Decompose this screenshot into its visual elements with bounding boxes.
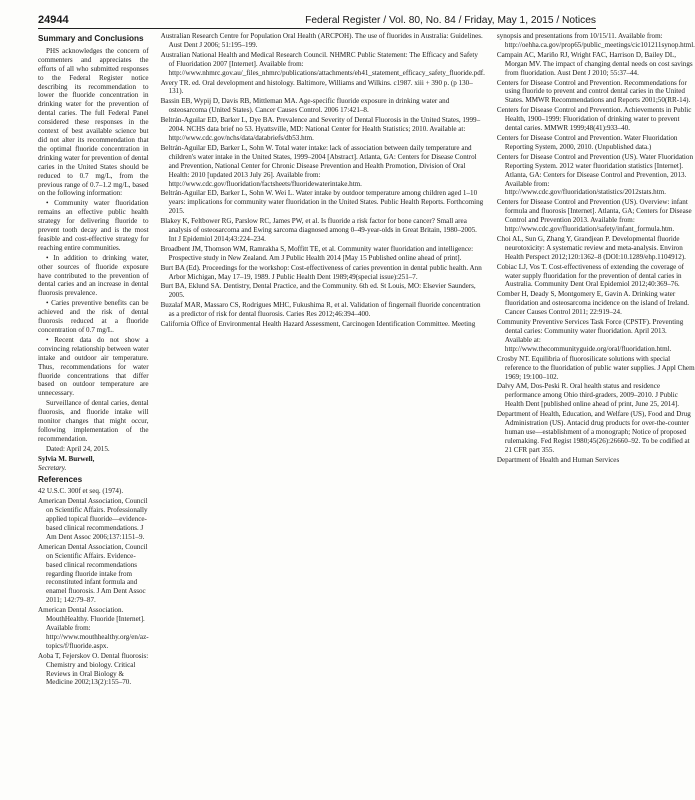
column-1 <box>38 32 149 796</box>
reference-item: 42 U.S.C. 300f et seq. (1974). <box>38 487 124 496</box>
text-columns <box>38 32 695 796</box>
bullet-item: • In addition to drinking water, other sources of fluoride exposure have contributed to the prevention of dental caries and an increase in dental fluorosis prevalence. <box>38 253 149 298</box>
reference-item: American Dental Association, Council on Scientific Affairs. Professionally applied topical fluoride—evidence-based clinical recommendations. J Am Dent Assoc 2006;137:1151–9. <box>38 497 148 541</box>
reference-item: Campain AC, Mariño RJ, Wright FAC, Harrison D, Bailey DL, Morgan MV. The impact of changing dental needs on cost savings from fluoridation. Aust Dent J 2010; 55:37–44. <box>496 50 693 77</box>
reference-item: Avery TR. ed. Oral development and histology. Baltimore, Williams and Wilkins. c1987. xiii + 390 p. (p 130–131). <box>160 78 473 96</box>
bullet-item: • Caries preventive benefits can be achieved and the risk of dental fluorosis reduced at a fluoride concentration of 0.7 mg/L. <box>38 299 149 334</box>
bullet-item: • Community water fluoridation remains an effective public health strategy for delivering fluoride to prevent tooth decay and is the most feasible and cost-effective strategy for reaching entire communities. <box>38 199 149 252</box>
reference-item: California Office of Environmental Health Hazard Assessment, Carcinogen Identification Committee. Meeting <box>160 320 476 329</box>
column-2 <box>161 32 485 796</box>
page-header <box>38 10 596 29</box>
reference-item: Dalvy AM, Dos-Peski R. Oral health status and residence performance among Ohio third-graders, 2009–2010. J Public Health Dent [published online ahead of print, June 25, 2014]. <box>496 382 680 409</box>
reference-item: Blakey K, Feltbower RG, Parslow RC, James PW, et al. Is fluoride a risk factor for bone cancer? Small area analysis of osteosarcoma and Ewing sarcoma diagnosed among 0–49-year-olds in Great Britain, 1980–2005. Int J Epidemiol 2014;43:224–234. <box>160 217 477 243</box>
page-number: 24944 <box>38 14 69 26</box>
reference-item: Comber H, Deady S, Montgomery E, Gavin A. Drinking water fluoridation and osteosarcoma incidence on the island of Ireland. Cancer Causes Control 2011; 22:919–24. <box>496 290 690 317</box>
signer-title: Secretary. <box>38 463 67 472</box>
reference-item: Beltrán-Aguilar ED, Barker L, Sohn W. Wei L. Water intake by outdoor temperature among children aged 1–10 years: implications for community water fluoridation in the United States. Public Health Reports. Forthcoming 2015. <box>160 189 484 216</box>
paragraph: Surveillance of dental caries, dental fluorosis, and fluoride intake will monitor changes that might occur, following implementation of the recommendation. <box>38 399 149 443</box>
reference-item: Broadbent JM, Thomson WM, Ramrakha S, Moffitt TE, et al. Community water fluoridation and intelligence: Prospective study in New Zealand. Am J Public Health 2014 [May 15 Published online ahead of print]. <box>160 244 474 262</box>
reference-item: Buzalaf MAR, Massaro CS, Rodrigues MHC, Fukushima R, et al. Validation of fingernail fluoride concentration as a predictor of risk for dental fluorosis. Caries Res 2012;46:394–400. <box>160 301 481 319</box>
reference-item: Choi AL, Sun G, Zhang Y, Grandjean P. Developmental fluoride neurotoxicity: A systematic review and meta-analysis. Environ Health Perspect 2012;120:1362–8 (DOI:10.1289/ehp.1104912). <box>496 234 686 261</box>
reference-item: Australian Research Centre for Population Oral Health (ARCPOH). The use of fluorides in Australia: Guidelines. Aust Dent J 2006; 51:195–199. <box>160 32 483 49</box>
reference-item: Cobiac LJ, Vos T. Cost-effectiveness of extending the coverage of water supply fluoridation for the prevention of dental caries in Australia. Community Dent Oral Epidemiol 2012;40:369–76. <box>496 262 684 289</box>
reference-item: Centers for Disease Control and Prevention. Recommendations for using fluoride to prevent and control dental caries in the United States. MMWR Recommendations and Reports 2001;50(RR-14). <box>496 78 691 105</box>
reference-item: Centers for Disease Control and Prevention. Water Fluoridation Reporting System, 2000, 2010. (Unpublished data.) <box>496 133 678 151</box>
date-line: Dated: April 24, 2015. <box>46 444 110 453</box>
bullet-item: • Recent data do not show a convincing relationship between water intake and outdoor air temperature. Thus, recommendations for water fluoride concentrations that differ based on outdoor temperature are unnecessary. <box>38 335 149 398</box>
reference-item: Aoba T, Fejerskov O. Dental fluorosis: Chemistry and biology. Critical Reviews in Oral Biology & Medicine 2002;13(2):155–70. <box>38 651 149 687</box>
reference-item: Bassin EB, Wypij D, Davis RB, Mittleman MA. Age-specific fluoride exposure in drinking water and osteosarcoma (United States). Cancer Causes Control. 2006 17:421–8. <box>160 97 450 115</box>
signer-name: Sylvia M. Burwell, <box>38 454 95 463</box>
reference-item: American Dental Association, Council on Scientific Affairs. Evidence-based clinical recommendations regarding fluoride intake from reconstituted infant formula and enamel fluorosis. J Am Dent Assoc 2011; 142:79–87. <box>38 542 148 605</box>
running-head: Federal Register / Vol. 80, No. 84 / Friday, May 1, 2015 / Notices <box>305 15 596 26</box>
reference-item: Department of Health, Education, and Welfare (US), Food and Drug Administration (US). Antacid drug products for over-the-counter human use—establishment of a monograph; Notice of proposed rulemaking. Fed Regist 1980;45(26):26660–92. To be codified at 21 CFR part 355. <box>496 410 691 454</box>
references-heading: References <box>38 474 83 484</box>
reference-item: Beltrán-Aguilar ED, Barker L, Sohn W. Total water intake: lack of association between daily temperature and children's water intake in the United States, 1999–2004 [Abstract]. Atlanta, GA: Centers for Disease Control and Prevention, National Center for Chronic Disease Prevention and Health Promotion, Division of Oral Health: 2010 [updated 2013 July 26]. Available from: http://www.cdc.gov/fluoridation/factsheets/fluoridewaterintake.htm. <box>160 143 477 188</box>
reference-item: Burt BA (Ed). Proceedings for the workshop: Cost-effectiveness of caries prevention in dental public health. Ann Arbor Michigan, May 17–19, 1989. J Public Health Dent 1989;49(special issue):251–7. <box>160 263 482 281</box>
column-3 <box>497 32 695 796</box>
reference-item: American Dental Association. MouthHealthy. Fluoride [Internet]. Available from: http://www.mouthhealthy.org/en/az-topics/f/fluoride.aspx. <box>38 606 149 650</box>
reference-item: Beltrán-Aguilar ED, Barker L, Dye BA. Prevalence and Severity of Dental Fluorosis in the United States, 1999–2004. NCHS data brief no 53. Hyattsville, MD: National Center for Health Statistics; 2010. Available at: http://www.cdc.gov/nchs/data/databriefs/db53.htm. <box>160 116 481 142</box>
section-heading: Summary and Conclusions <box>38 34 144 43</box>
reference-item: Department of Health and Human Services <box>496 455 620 464</box>
paragraph: PHS acknowledges the concern of commenters and appreciates the efforts of all who submitted responses to the Federal Register notice describing its recommendation to lower the fluoride concentration in drinking water for the prevention of dental caries. The full Federal Panel considered these responses in the context of best available science but did not alter its recommendation that the optimal fluoride concentration in drinking water for prevention of dental caries in the United States should be reduced to 0.7 mg/L, from the previous range of 0.7–1.2 mg/L, based on the following information: <box>38 46 149 198</box>
reference-item: Centers for Disease Control and Prevention (US). Overview: infant formula and fluorosis [Internet]. Atlanta, GA; Centers for Disease Control and Prevention 2013. Available from: http://www.cdc.gov/fluoridation/safety/infant_formula.htm. <box>496 198 692 234</box>
reference-item: Australian National Health and Medical Research Council. NHMRC Public Statement: The Efficacy and Safety of Fluoridation 2007 [Internet]. Available from: http://www.nhmrc.gov.au/_files_nhmrc/publications/attachments/eh41_statement_efficacy_safety_fluoride.pdf. <box>160 50 485 77</box>
reference-item: Burt BA, Eklund SA. Dentistry, Dental Practice, and the Community. 6th ed. St Louis, MO: Elsevier Saunders, 2005. <box>160 282 476 300</box>
reference-item: Community Preventive Services Task Force (CPSTF). Preventing dental caries: Community water fluoridation. April 2013. Available at: http://www.thecommunityguide.org/oral/fluoridation.html. <box>496 318 684 353</box>
reference-item: synopsis and presentations from 10/15/11. Available from: http://oehha.ca.gov/prop65/public_meetings/cic101211synop.html. <box>496 32 695 49</box>
bullet-list <box>38 199 149 398</box>
reference-item: Crosby NT. Equilibria of fluorosilicate solutions with special reference to the fluoridation of public water supplies. J Appl Chem 1969; 19:100–102. <box>496 354 695 381</box>
reference-item: Centers for Disease Control and Prevention (US). Water Fluoridation Reporting System. 2012 water fluoridation statistics [Internet]. Atlanta, GA: Centers for Disease Control and Prevention, 2013. Available from: http://www.cdc.gov/fluoridation/statistics/2012stats.htm. <box>496 152 694 197</box>
reference-item: Centers for Disease Control and Prevention. Achievements in Public Health, 1900–1999: Fluoridation of drinking water to prevent dental caries. MMWR 1999;48(41):933–40. <box>496 106 692 133</box>
